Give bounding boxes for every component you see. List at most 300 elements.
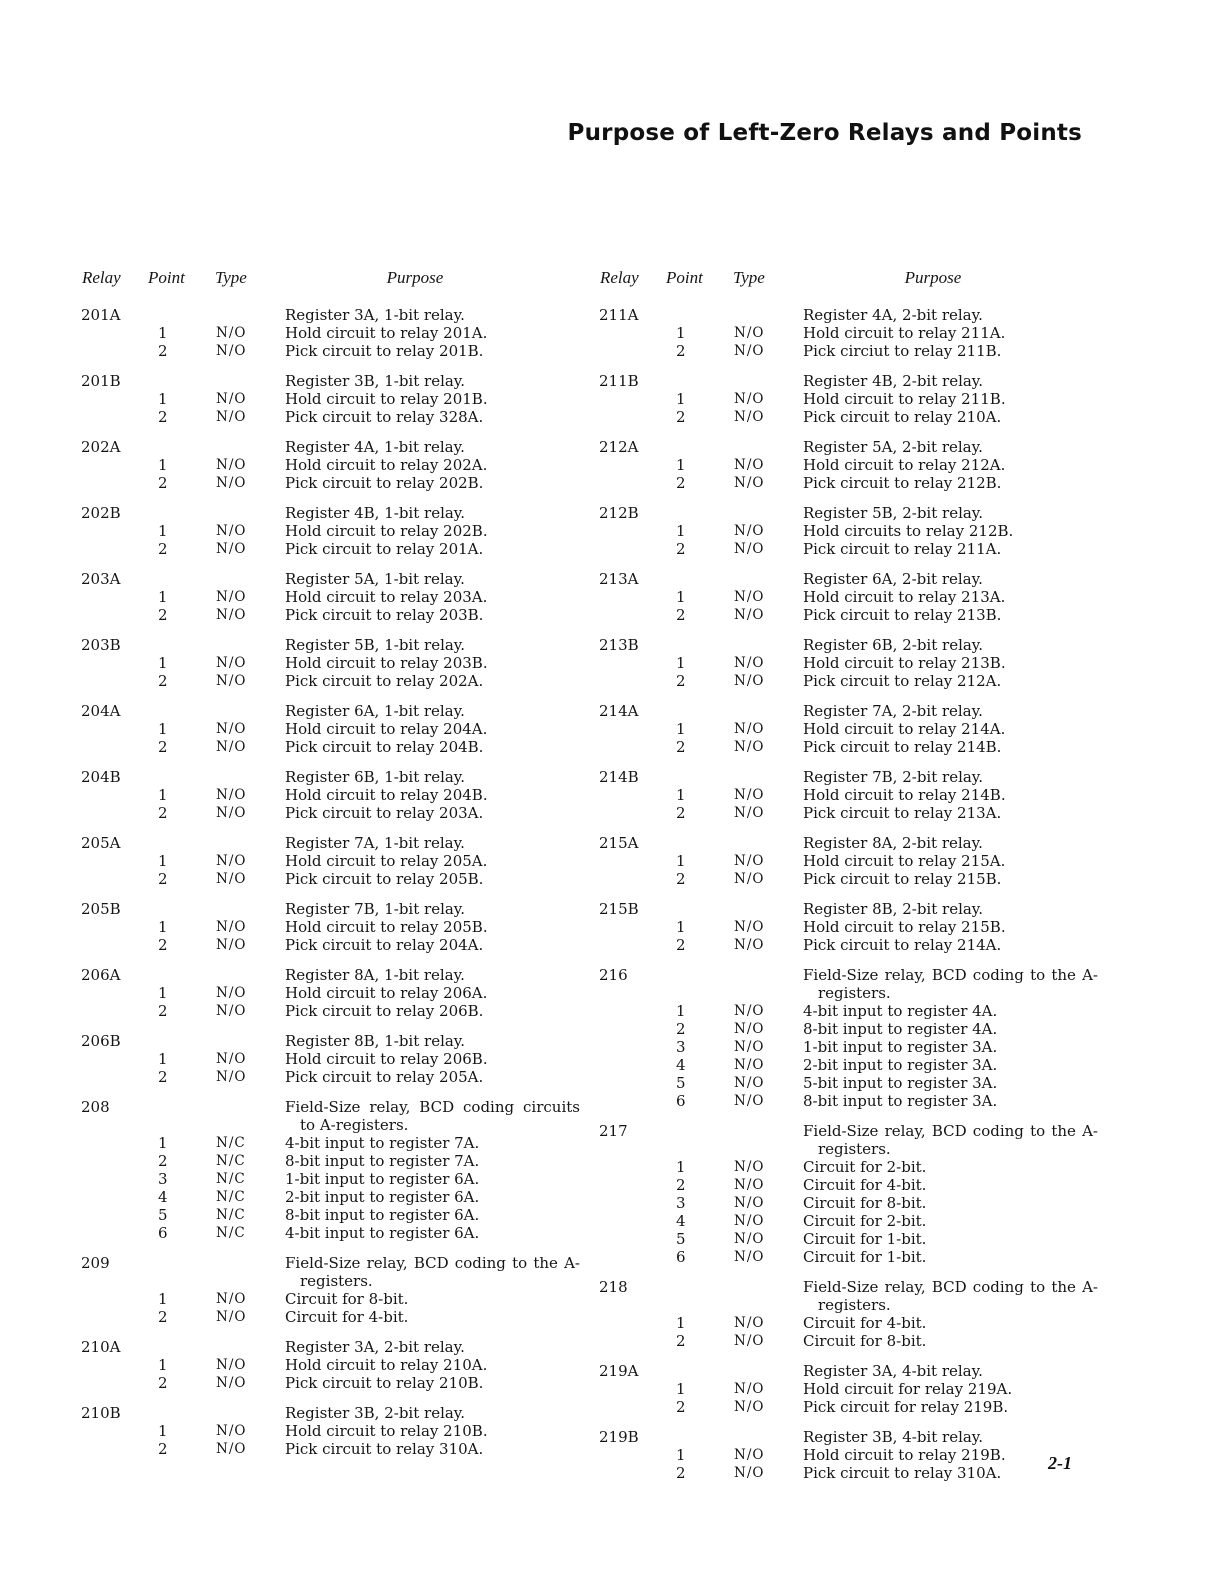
point-row: [596, 672, 1106, 690]
header-type: Type: [215, 268, 247, 287]
relay-group: [78, 1032, 588, 1086]
point-row: [596, 588, 1106, 606]
point-purpose: Hold circuit to relay 202A.: [285, 456, 488, 474]
relay-purpose: Register 6B, 2-bit relay.: [803, 636, 984, 654]
contact-type: N/O: [216, 1375, 247, 1391]
relay-group: [596, 1428, 1106, 1482]
contact-type: N/O: [216, 409, 247, 425]
relay-id: 215A: [599, 834, 639, 852]
point-row: [596, 474, 1106, 492]
point-row: [78, 588, 588, 606]
relay-row: [78, 768, 588, 786]
relay-purpose: Register 8B, 2-bit relay.: [803, 900, 984, 918]
point-row: [78, 738, 588, 756]
relay-group: [596, 636, 1106, 690]
relay-group: [596, 570, 1106, 624]
point-row: [596, 1158, 1106, 1176]
relay-row: [78, 1338, 588, 1356]
point-row: [596, 1176, 1106, 1194]
contact-type: N/O: [734, 1213, 765, 1229]
point-number: 1: [158, 522, 168, 540]
point-number: 3: [676, 1194, 686, 1212]
relay-group: [596, 306, 1106, 360]
point-row: [78, 606, 588, 624]
point-row: [596, 720, 1106, 738]
point-row: [596, 936, 1106, 954]
point-number: 2: [158, 408, 168, 426]
relay-row: [596, 966, 1106, 1002]
contact-type: N/O: [216, 673, 247, 689]
relay-purpose: Register 3A, 1-bit relay.: [285, 306, 465, 324]
point-number: 2: [676, 540, 686, 558]
relay-id: 202B: [81, 504, 121, 522]
relay-purpose: Register 5B, 1-bit relay.: [285, 636, 466, 654]
point-number: 1: [676, 1002, 686, 1020]
relay-row: [596, 438, 1106, 456]
relay-row: [78, 1404, 588, 1422]
point-purpose: Pick circuit to relay 202B.: [285, 474, 484, 492]
point-number: 1: [676, 1446, 686, 1464]
point-purpose: Hold circuit to relay 204A.: [285, 720, 488, 738]
point-number: 2: [676, 1332, 686, 1350]
contact-type: N/O: [216, 805, 247, 821]
relay-id: 214A: [599, 702, 639, 720]
relay-group: [596, 900, 1106, 954]
point-number: 1: [676, 1380, 686, 1398]
contact-type: N/O: [216, 721, 247, 737]
point-row: [78, 786, 588, 804]
point-row: [78, 1224, 588, 1242]
relay-group: [596, 768, 1106, 822]
point-row: [596, 1380, 1106, 1398]
header-relay: Relay: [82, 268, 121, 287]
point-row: [596, 1212, 1106, 1230]
point-number: 1: [676, 1314, 686, 1332]
relay-row: [596, 834, 1106, 852]
point-purpose: Hold circuit to relay 203A.: [285, 588, 488, 606]
point-row: [78, 1068, 588, 1086]
point-purpose: Pick circuit to relay 328A.: [285, 408, 484, 426]
point-number: 6: [158, 1224, 168, 1242]
point-purpose: Pick circuit to relay 201B.: [285, 342, 484, 360]
contact-type: N/O: [734, 589, 765, 605]
relay-purpose: Register 4A, 1-bit relay.: [285, 438, 465, 456]
relay-id: 203B: [81, 636, 121, 654]
point-number: 1: [158, 1134, 168, 1152]
point-purpose: Hold circuit to relay 204B.: [285, 786, 488, 804]
point-purpose: Circuit for 8-bit.: [803, 1332, 927, 1350]
contact-type: N/O: [734, 391, 765, 407]
contact-type: N/O: [734, 1021, 765, 1037]
header-type: Type: [733, 268, 765, 287]
relay-group: [596, 834, 1106, 888]
relay-id: 205B: [81, 900, 121, 918]
point-purpose: Hold circuit to relay 211B.: [803, 390, 1006, 408]
point-row: [596, 1020, 1106, 1038]
point-purpose: Circuit for 1-bit.: [803, 1248, 927, 1266]
contact-type: N/O: [216, 871, 247, 887]
relay-group: [78, 1098, 588, 1242]
contact-type: N/O: [734, 853, 765, 869]
relay-purpose: Register 3A, 2-bit relay.: [285, 1338, 465, 1356]
point-number: 1: [158, 918, 168, 936]
relay-row: [596, 372, 1106, 390]
point-purpose: Hold circuit to relay 219B.: [803, 1446, 1006, 1464]
point-purpose: Pick circuit to relay 310A.: [803, 1464, 1002, 1482]
contact-type: N/O: [216, 523, 247, 539]
relay-id: 206B: [81, 1032, 121, 1050]
point-purpose: Hold circuit to relay 201A.: [285, 324, 488, 342]
relay-id: 219A: [599, 1362, 639, 1380]
contact-type: N/O: [734, 325, 765, 341]
relay-row: [78, 1254, 588, 1290]
point-purpose: 2-bit input to register 6A.: [285, 1188, 480, 1206]
point-number: 5: [676, 1074, 686, 1092]
contact-type: N/O: [734, 787, 765, 803]
table-header: [78, 268, 588, 294]
point-purpose: Circuit for 2-bit.: [803, 1212, 927, 1230]
point-row: [596, 870, 1106, 888]
point-number: 1: [676, 1158, 686, 1176]
contact-type: N/O: [734, 1195, 765, 1211]
point-row: [78, 804, 588, 822]
point-purpose: Pick circuit to relay 212B.: [803, 474, 1002, 492]
relay-id: 206A: [81, 966, 121, 984]
relay-purpose: Register 6A, 2-bit relay.: [803, 570, 983, 588]
relay-id: 202A: [81, 438, 121, 456]
relay-id: 214B: [599, 768, 639, 786]
point-row: [596, 606, 1106, 624]
point-purpose: 8-bit input to register 7A.: [285, 1152, 480, 1170]
point-number: 1: [676, 588, 686, 606]
relay-purpose: Register 3B, 2-bit relay.: [285, 1404, 466, 1422]
point-row: [78, 1206, 588, 1224]
contact-type: N/O: [734, 937, 765, 953]
relay-row: [596, 504, 1106, 522]
point-number: 2: [158, 804, 168, 822]
header-purpose: Purpose: [904, 268, 962, 287]
header-relay: Relay: [600, 268, 639, 287]
relay-purpose: Register 4B, 2-bit relay.: [803, 372, 984, 390]
page-number: 2-1: [1048, 1453, 1072, 1473]
relay-id: 201B: [81, 372, 121, 390]
page-title: Purpose of Left-Zero Relays and Points: [567, 120, 1082, 146]
relay-row: [596, 1362, 1106, 1380]
relay-purpose: Register 8B, 1-bit relay.: [285, 1032, 466, 1050]
relay-purpose: Register 5A, 1-bit relay.: [285, 570, 465, 588]
relay-row: [596, 768, 1106, 786]
point-row: [78, 540, 588, 558]
point-row: [596, 1464, 1106, 1482]
point-row: [78, 1152, 588, 1170]
point-number: 2: [676, 606, 686, 624]
point-number: 1: [158, 852, 168, 870]
point-row: [596, 738, 1106, 756]
contact-type: N/O: [734, 1399, 765, 1415]
relay-row: [596, 570, 1106, 588]
point-purpose: Pick circuit to relay 203B.: [285, 606, 484, 624]
point-purpose: Pick circuit to relay 211A.: [803, 540, 1002, 558]
point-number: 2: [676, 738, 686, 756]
point-number: 2: [158, 936, 168, 954]
relay-group: [78, 306, 588, 360]
point-number: 1: [676, 522, 686, 540]
point-purpose: Pick circuit to relay 213A.: [803, 804, 1002, 822]
relay-purpose: Register 7B, 2-bit relay.: [803, 768, 984, 786]
relay-group: [78, 1254, 588, 1326]
point-purpose: Pick circuit to relay 213B.: [803, 606, 1002, 624]
contact-type: N/O: [734, 1039, 765, 1055]
point-purpose: Circuit for 4-bit.: [803, 1314, 927, 1332]
contact-type: N/O: [216, 1051, 247, 1067]
point-purpose: 8-bit input to register 4A.: [803, 1020, 998, 1038]
point-purpose: Hold circuit to relay 203B.: [285, 654, 488, 672]
relay-row: [78, 966, 588, 984]
relay-id: 208: [81, 1098, 110, 1116]
contact-type: N/O: [734, 673, 765, 689]
relay-row: [78, 834, 588, 852]
point-number: 1: [676, 786, 686, 804]
point-number: 2: [158, 1308, 168, 1326]
point-purpose: Pick circuit to relay 205A.: [285, 1068, 484, 1086]
point-purpose: Pick circuit to relay 203A.: [285, 804, 484, 822]
contact-type: N/O: [216, 391, 247, 407]
point-number: 1: [676, 720, 686, 738]
relay-id: 213A: [599, 570, 639, 588]
contact-type: N/O: [216, 739, 247, 755]
point-purpose: Circuit for 4-bit.: [285, 1308, 409, 1326]
contact-type: N/O: [734, 1249, 765, 1265]
point-row: [596, 1056, 1106, 1074]
point-row: [596, 522, 1106, 540]
contact-type: N/O: [734, 805, 765, 821]
point-number: 1: [676, 456, 686, 474]
relay-row: [78, 702, 588, 720]
contact-type: N/O: [216, 919, 247, 935]
contact-type: N/O: [734, 739, 765, 755]
relay-row: [78, 306, 588, 324]
relay-id: 203A: [81, 570, 121, 588]
relay-row: [78, 438, 588, 456]
point-row: [78, 474, 588, 492]
contact-type: N/O: [734, 1177, 765, 1193]
relay-purpose: Register 7A, 1-bit relay.: [285, 834, 465, 852]
point-purpose: Hold circuit to relay 214B.: [803, 786, 1006, 804]
contact-type: N/O: [734, 1381, 765, 1397]
contact-type: N/C: [216, 1171, 246, 1187]
contact-type: N/O: [216, 325, 247, 341]
point-row: [596, 1332, 1106, 1350]
relay-row: [596, 702, 1106, 720]
point-row: [78, 852, 588, 870]
contact-type: N/O: [216, 589, 247, 605]
point-row: [596, 1194, 1106, 1212]
relay-purpose: Register 3A, 4-bit relay.: [803, 1362, 983, 1380]
point-row: [78, 522, 588, 540]
contact-type: N/O: [216, 985, 247, 1001]
point-row: [78, 1188, 588, 1206]
point-number: 1: [158, 720, 168, 738]
relay-group: [78, 966, 588, 1020]
relay-group: [596, 1362, 1106, 1416]
relay-purpose: Register 3B, 1-bit relay.: [285, 372, 466, 390]
point-row: [78, 390, 588, 408]
relay-row: [596, 1278, 1106, 1314]
relay-purpose: Register 3B, 4-bit relay.: [803, 1428, 984, 1446]
point-row: [78, 324, 588, 342]
point-number: 2: [676, 342, 686, 360]
point-purpose: Hold circuit to relay 212A.: [803, 456, 1006, 474]
relay-purpose: Field-Size relay, BCD coding to the A-registers.: [803, 1278, 1098, 1314]
point-row: [78, 1290, 588, 1308]
relay-purpose: Register 7A, 2-bit relay.: [803, 702, 983, 720]
point-number: 2: [158, 474, 168, 492]
point-purpose: Pick circiut to relay 211B.: [803, 342, 1002, 360]
point-purpose: Circuit for 1-bit.: [803, 1230, 927, 1248]
point-purpose: Hold circuit to relay 215B.: [803, 918, 1006, 936]
relay-purpose: Field-Size relay, BCD coding circuits to A-registers.: [285, 1098, 580, 1134]
point-row: [596, 1074, 1106, 1092]
relay-group: [596, 438, 1106, 492]
relay-id: 217: [599, 1122, 628, 1140]
contact-type: N/O: [734, 475, 765, 491]
contact-type: N/O: [734, 523, 765, 539]
contact-type: N/O: [216, 1423, 247, 1439]
point-row: [78, 870, 588, 888]
relay-group: [596, 1122, 1106, 1266]
relay-id: 204B: [81, 768, 121, 786]
point-purpose: Pick circuit to relay 202A.: [285, 672, 484, 690]
relay-id: 215B: [599, 900, 639, 918]
point-purpose: 4-bit input to register 4A.: [803, 1002, 998, 1020]
relay-purpose: Register 6B, 1-bit relay.: [285, 768, 466, 786]
relay-group: [596, 504, 1106, 558]
relay-row: [78, 570, 588, 588]
point-row: [78, 720, 588, 738]
point-number: 2: [158, 540, 168, 558]
relay-id: 218: [599, 1278, 628, 1296]
relay-purpose: Register 8A, 1-bit relay.: [285, 966, 465, 984]
point-purpose: Hold circuit for relay 219A.: [803, 1380, 1013, 1398]
point-purpose: 2-bit input to register 3A.: [803, 1056, 998, 1074]
point-number: 3: [158, 1170, 168, 1188]
contact-type: N/O: [734, 1447, 765, 1463]
relay-purpose: Register 4B, 1-bit relay.: [285, 504, 466, 522]
relay-row: [596, 1428, 1106, 1446]
point-number: 2: [676, 474, 686, 492]
contact-type: N/O: [734, 343, 765, 359]
point-row: [596, 1446, 1106, 1464]
relay-purpose: Field-Size relay, BCD coding to the A-registers.: [285, 1254, 580, 1290]
point-purpose: Pick circuit to relay 215B.: [803, 870, 1002, 888]
point-number: 2: [158, 606, 168, 624]
point-number: 6: [676, 1248, 686, 1266]
point-row: [78, 1134, 588, 1152]
point-row: [596, 540, 1106, 558]
relay-group: [78, 570, 588, 624]
contact-type: N/O: [734, 607, 765, 623]
contact-type: N/O: [734, 1075, 765, 1091]
point-number: 2: [676, 870, 686, 888]
contact-type: N/O: [216, 1357, 247, 1373]
point-number: 1: [676, 918, 686, 936]
contact-type: N/C: [216, 1189, 246, 1205]
relay-id: 212B: [599, 504, 639, 522]
point-row: [78, 1422, 588, 1440]
point-number: 1: [158, 1422, 168, 1440]
point-number: 1: [158, 786, 168, 804]
point-row: [596, 408, 1106, 426]
point-purpose: Pick circuit to relay 210B.: [285, 1374, 484, 1392]
contact-type: N/C: [216, 1207, 246, 1223]
point-number: 2: [676, 936, 686, 954]
relay-group: [78, 438, 588, 492]
point-row: [596, 1398, 1106, 1416]
point-purpose: 1-bit input to register 6A.: [285, 1170, 480, 1188]
point-purpose: Pick circuit to relay 206B.: [285, 1002, 484, 1020]
point-number: 3: [676, 1038, 686, 1056]
relay-group: [596, 702, 1106, 756]
relay-id: 211A: [599, 306, 639, 324]
point-number: 2: [676, 672, 686, 690]
point-number: 1: [158, 654, 168, 672]
point-row: [596, 1002, 1106, 1020]
relay-row: [78, 372, 588, 390]
point-number: 2: [158, 1068, 168, 1086]
point-purpose: Hold circuits to relay 212B.: [803, 522, 1014, 540]
point-row: [596, 1038, 1106, 1056]
point-purpose: Pick circuit to relay 214A.: [803, 936, 1002, 954]
point-row: [78, 1440, 588, 1458]
point-purpose: Pick circuit to relay 205B.: [285, 870, 484, 888]
point-number: 1: [158, 1356, 168, 1374]
relay-group: [78, 900, 588, 954]
point-number: 2: [676, 1464, 686, 1482]
contact-type: N/O: [216, 787, 247, 803]
point-number: 4: [676, 1056, 686, 1074]
contact-type: N/O: [216, 541, 247, 557]
point-number: 2: [676, 408, 686, 426]
point-row: [78, 936, 588, 954]
relay-group: [596, 1278, 1106, 1350]
table-header: [596, 268, 1106, 294]
relay-row: [596, 900, 1106, 918]
point-number: 2: [158, 1374, 168, 1392]
point-purpose: Hold circuit to relay 206A.: [285, 984, 488, 1002]
point-row: [78, 654, 588, 672]
point-purpose: Circuit for 8-bit.: [803, 1194, 927, 1212]
point-number: 1: [158, 456, 168, 474]
point-row: [78, 918, 588, 936]
relay-group: [78, 636, 588, 690]
point-purpose: 1-bit input to register 3A.: [803, 1038, 998, 1056]
point-row: [596, 918, 1106, 936]
point-purpose: Hold circuit to relay 205A.: [285, 852, 488, 870]
point-number: 4: [676, 1212, 686, 1230]
point-number: 5: [158, 1206, 168, 1224]
point-purpose: Pick circuit for relay 219B.: [803, 1398, 1009, 1416]
point-number: 1: [676, 390, 686, 408]
point-number: 2: [158, 870, 168, 888]
contact-type: N/O: [216, 343, 247, 359]
relay-id: 210A: [81, 1338, 121, 1356]
relay-id: 219B: [599, 1428, 639, 1446]
relay-purpose: Register 6A, 1-bit relay.: [285, 702, 465, 720]
contact-type: N/O: [216, 655, 247, 671]
contact-type: N/O: [734, 1057, 765, 1073]
contact-type: N/O: [216, 607, 247, 623]
point-number: 5: [676, 1230, 686, 1248]
